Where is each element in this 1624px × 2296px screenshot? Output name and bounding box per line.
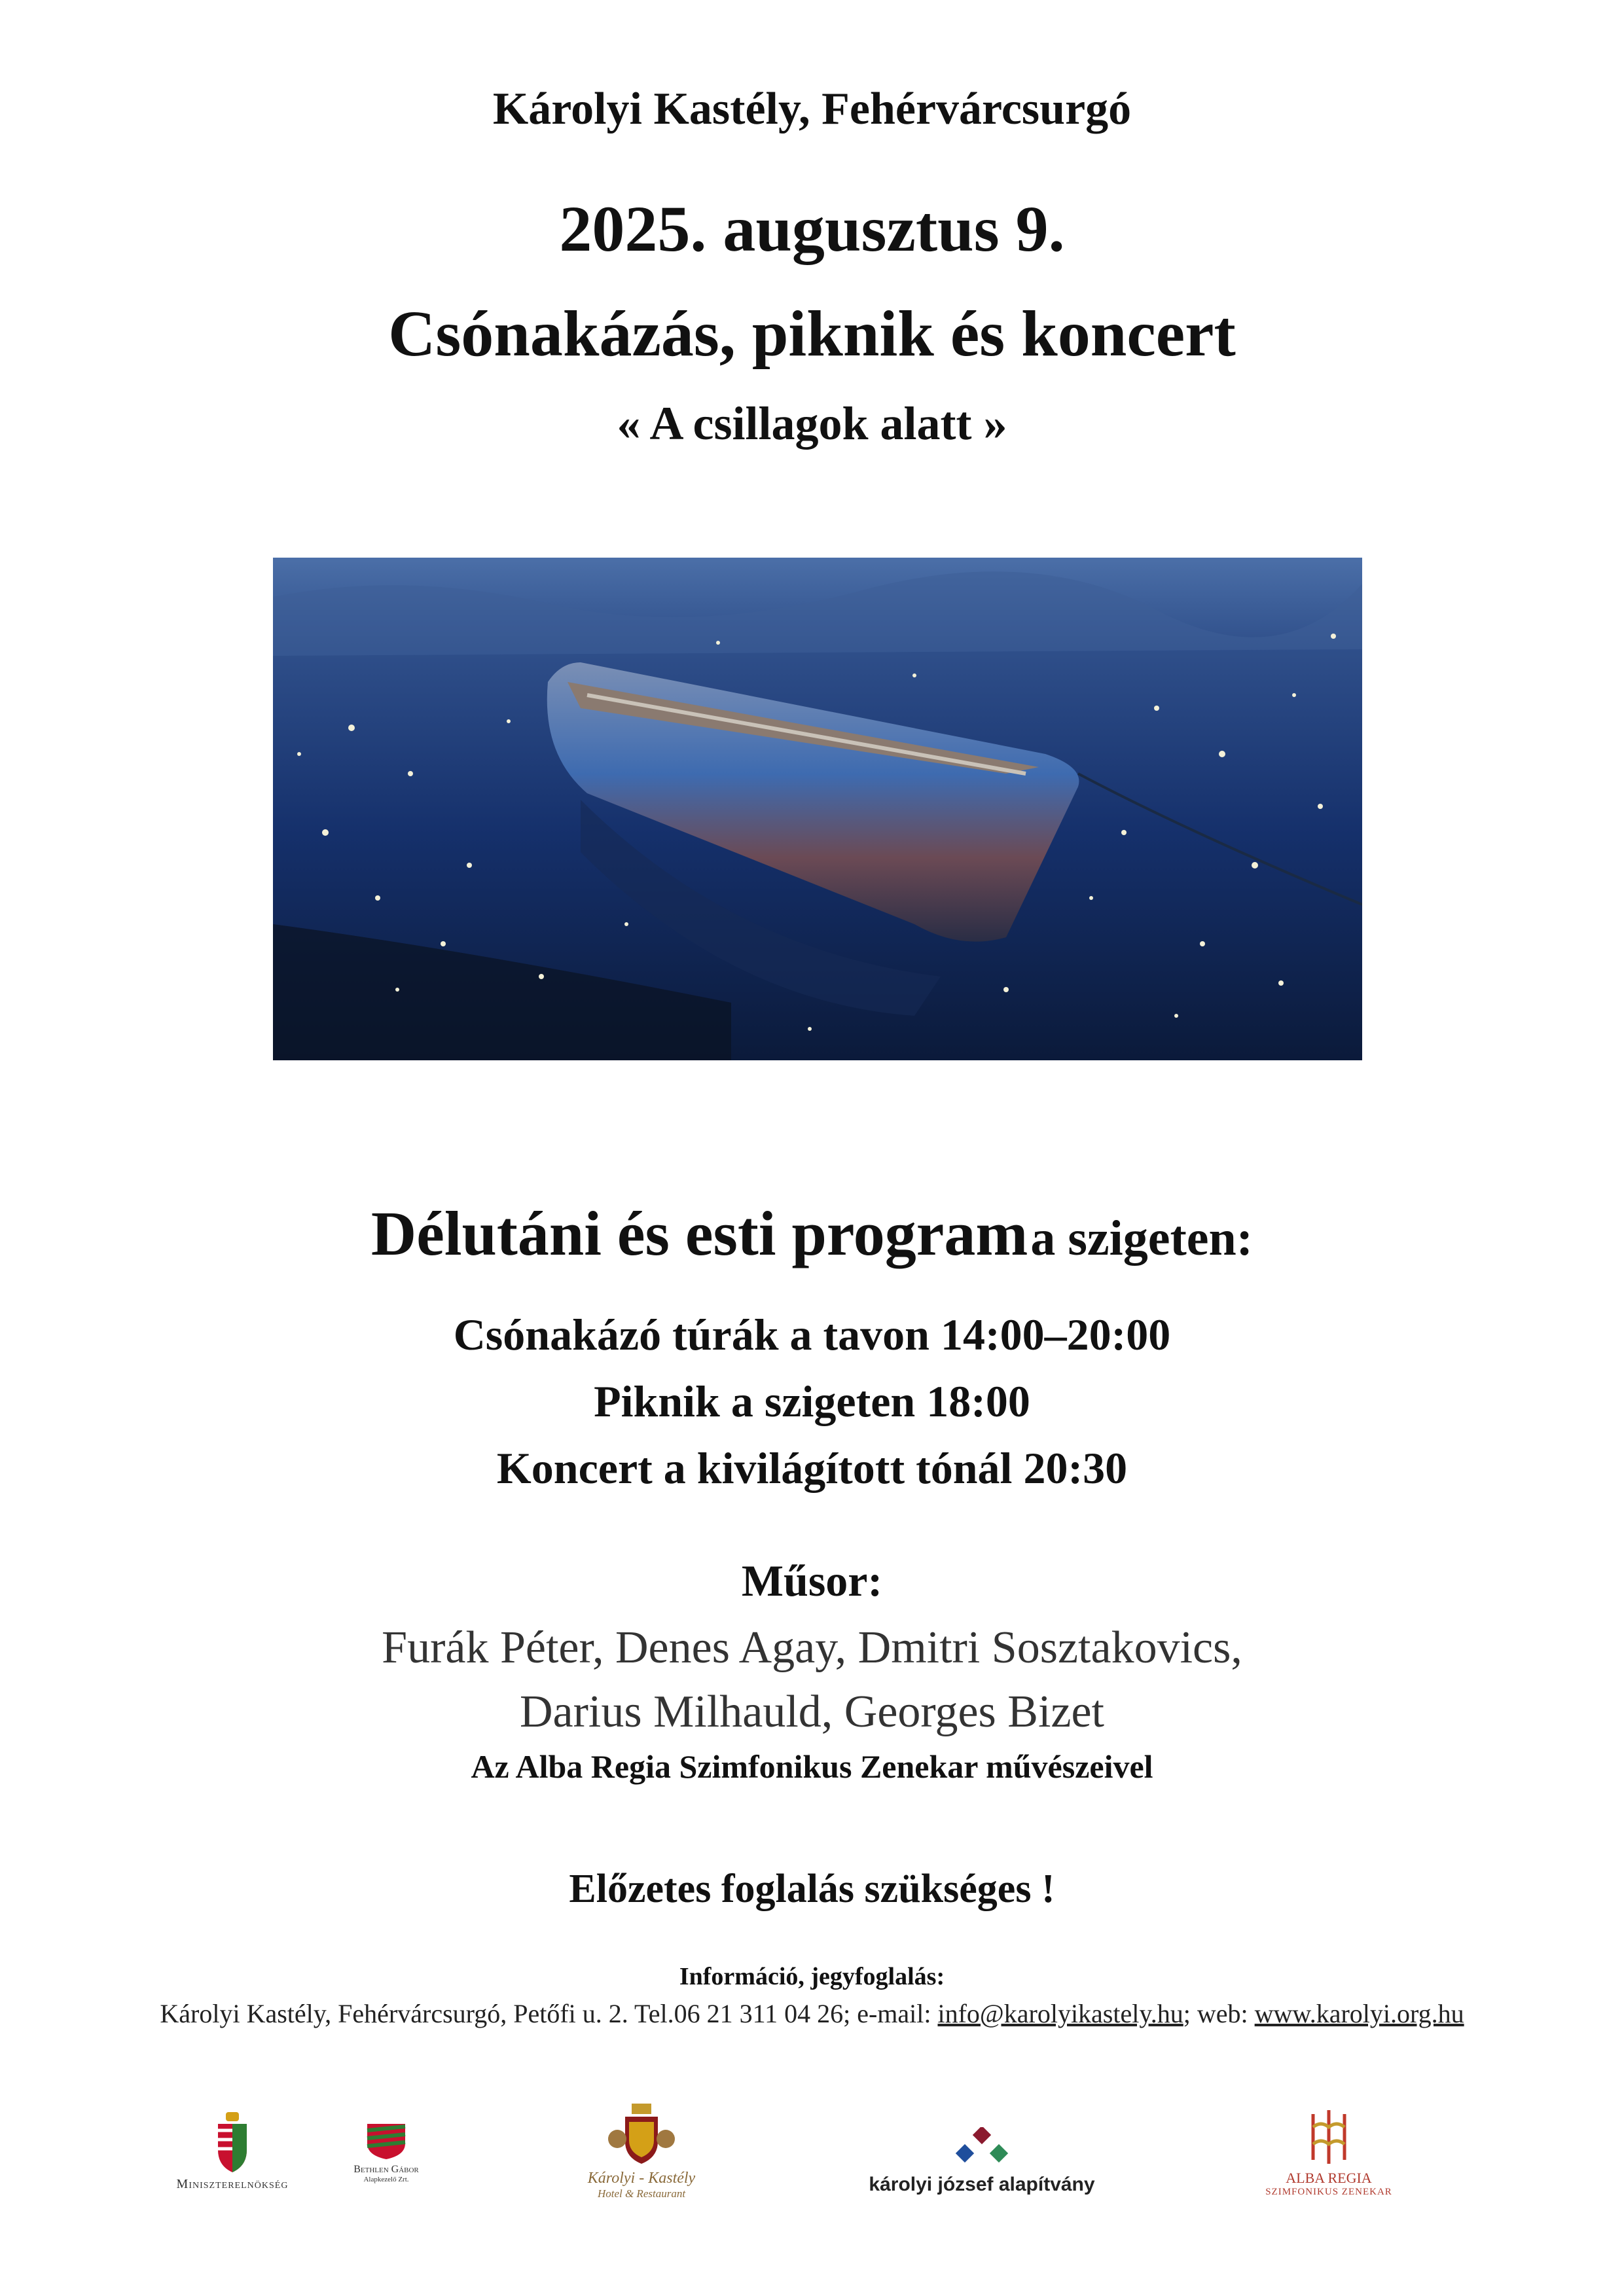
- bethlen-gabor-subtext: Alapkezelő Zrt.: [363, 2176, 409, 2183]
- program-heading-main: Délutáni és esti program: [370, 1198, 1028, 1268]
- karolyi-kastely-logo: [563, 2101, 720, 2200]
- hungarian-coat-of-arms-icon: [213, 2111, 252, 2174]
- alba-regia-name: ALBA REGIA: [1286, 2170, 1372, 2186]
- alba-regia-logo: [1244, 2108, 1414, 2198]
- event-tagline: « A csillagok alatt »: [617, 397, 1007, 450]
- program-heading-suffix: a szigeten:: [1030, 1211, 1254, 1266]
- karolyi-jozsef-foundation-logo: [857, 2127, 1106, 2196]
- bethlen-gabor-logo: [334, 2117, 439, 2183]
- bethlen-gabor-text: Bethlen Gábor: [353, 2164, 419, 2175]
- alba-regia-emblem-icon: [1303, 2108, 1355, 2166]
- foundation-name: károlyi józsef alapítvány: [869, 2174, 1095, 2195]
- contact-address: Károlyi Kastély, Fehérvárcsurgó, Petőfi u. 2. Tel.06 21 311 04 26; e-mail:: [160, 1999, 938, 2028]
- event-date: 2025. augusztus 9.: [559, 192, 1065, 265]
- performers-line: Az Alba Regia Szimfonikus Zenekar művészeivel: [471, 1748, 1153, 1785]
- musor-label: Műsor:: [741, 1556, 883, 1605]
- boat-on-lake-photo: [273, 558, 1362, 1060]
- foundation-diamonds-icon: [949, 2127, 1015, 2170]
- karolyi-kastely-subtext: Hotel & Restaurant: [597, 2187, 686, 2200]
- program-item: Csónakázó túrák a tavon 14:00–20:00: [453, 1310, 1171, 1359]
- alba-regia-subtext: SZIMFONIKUS ZENEKAR: [1265, 2187, 1392, 2197]
- venue-title: Károlyi Kastély, Fehérvárcsurgó: [492, 84, 1132, 134]
- web-prefix: ; web:: [1183, 1999, 1255, 2028]
- composers-line: Furák Péter, Denes Agay, Dmitri Sosztakovics,: [382, 1623, 1242, 1673]
- karolyi-kastely-text: Károlyi - Kastély: [587, 2170, 696, 2187]
- composers-line: Darius Milhauld, Georges Bizet: [520, 1687, 1104, 1737]
- program-item: Piknik a szigeten 18:00: [594, 1376, 1030, 1426]
- booking-notice: Előzetes foglalás szükséges !: [569, 1867, 1055, 1911]
- bethlen-gabor-emblem-icon: [363, 2117, 409, 2161]
- event-title: Csónakázás, piknik és koncert: [388, 297, 1236, 370]
- karolyi-crest-icon: [605, 2101, 677, 2166]
- ministry-logo-text: Miniszterelnökség: [176, 2177, 289, 2191]
- program-heading: [0, 1191, 1624, 1295]
- ministry-logo: [157, 2111, 308, 2192]
- website-link[interactable]: www.karolyi.org.hu: [1254, 1999, 1464, 2028]
- program-item: Koncert a kivilágított tónál 20:30: [496, 1443, 1128, 1493]
- contact-line: [0, 1996, 1624, 2032]
- info-label: Információ, jegyfoglalás:: [679, 1963, 945, 1990]
- email-link[interactable]: info@karolyikastely.hu: [937, 1999, 1183, 2028]
